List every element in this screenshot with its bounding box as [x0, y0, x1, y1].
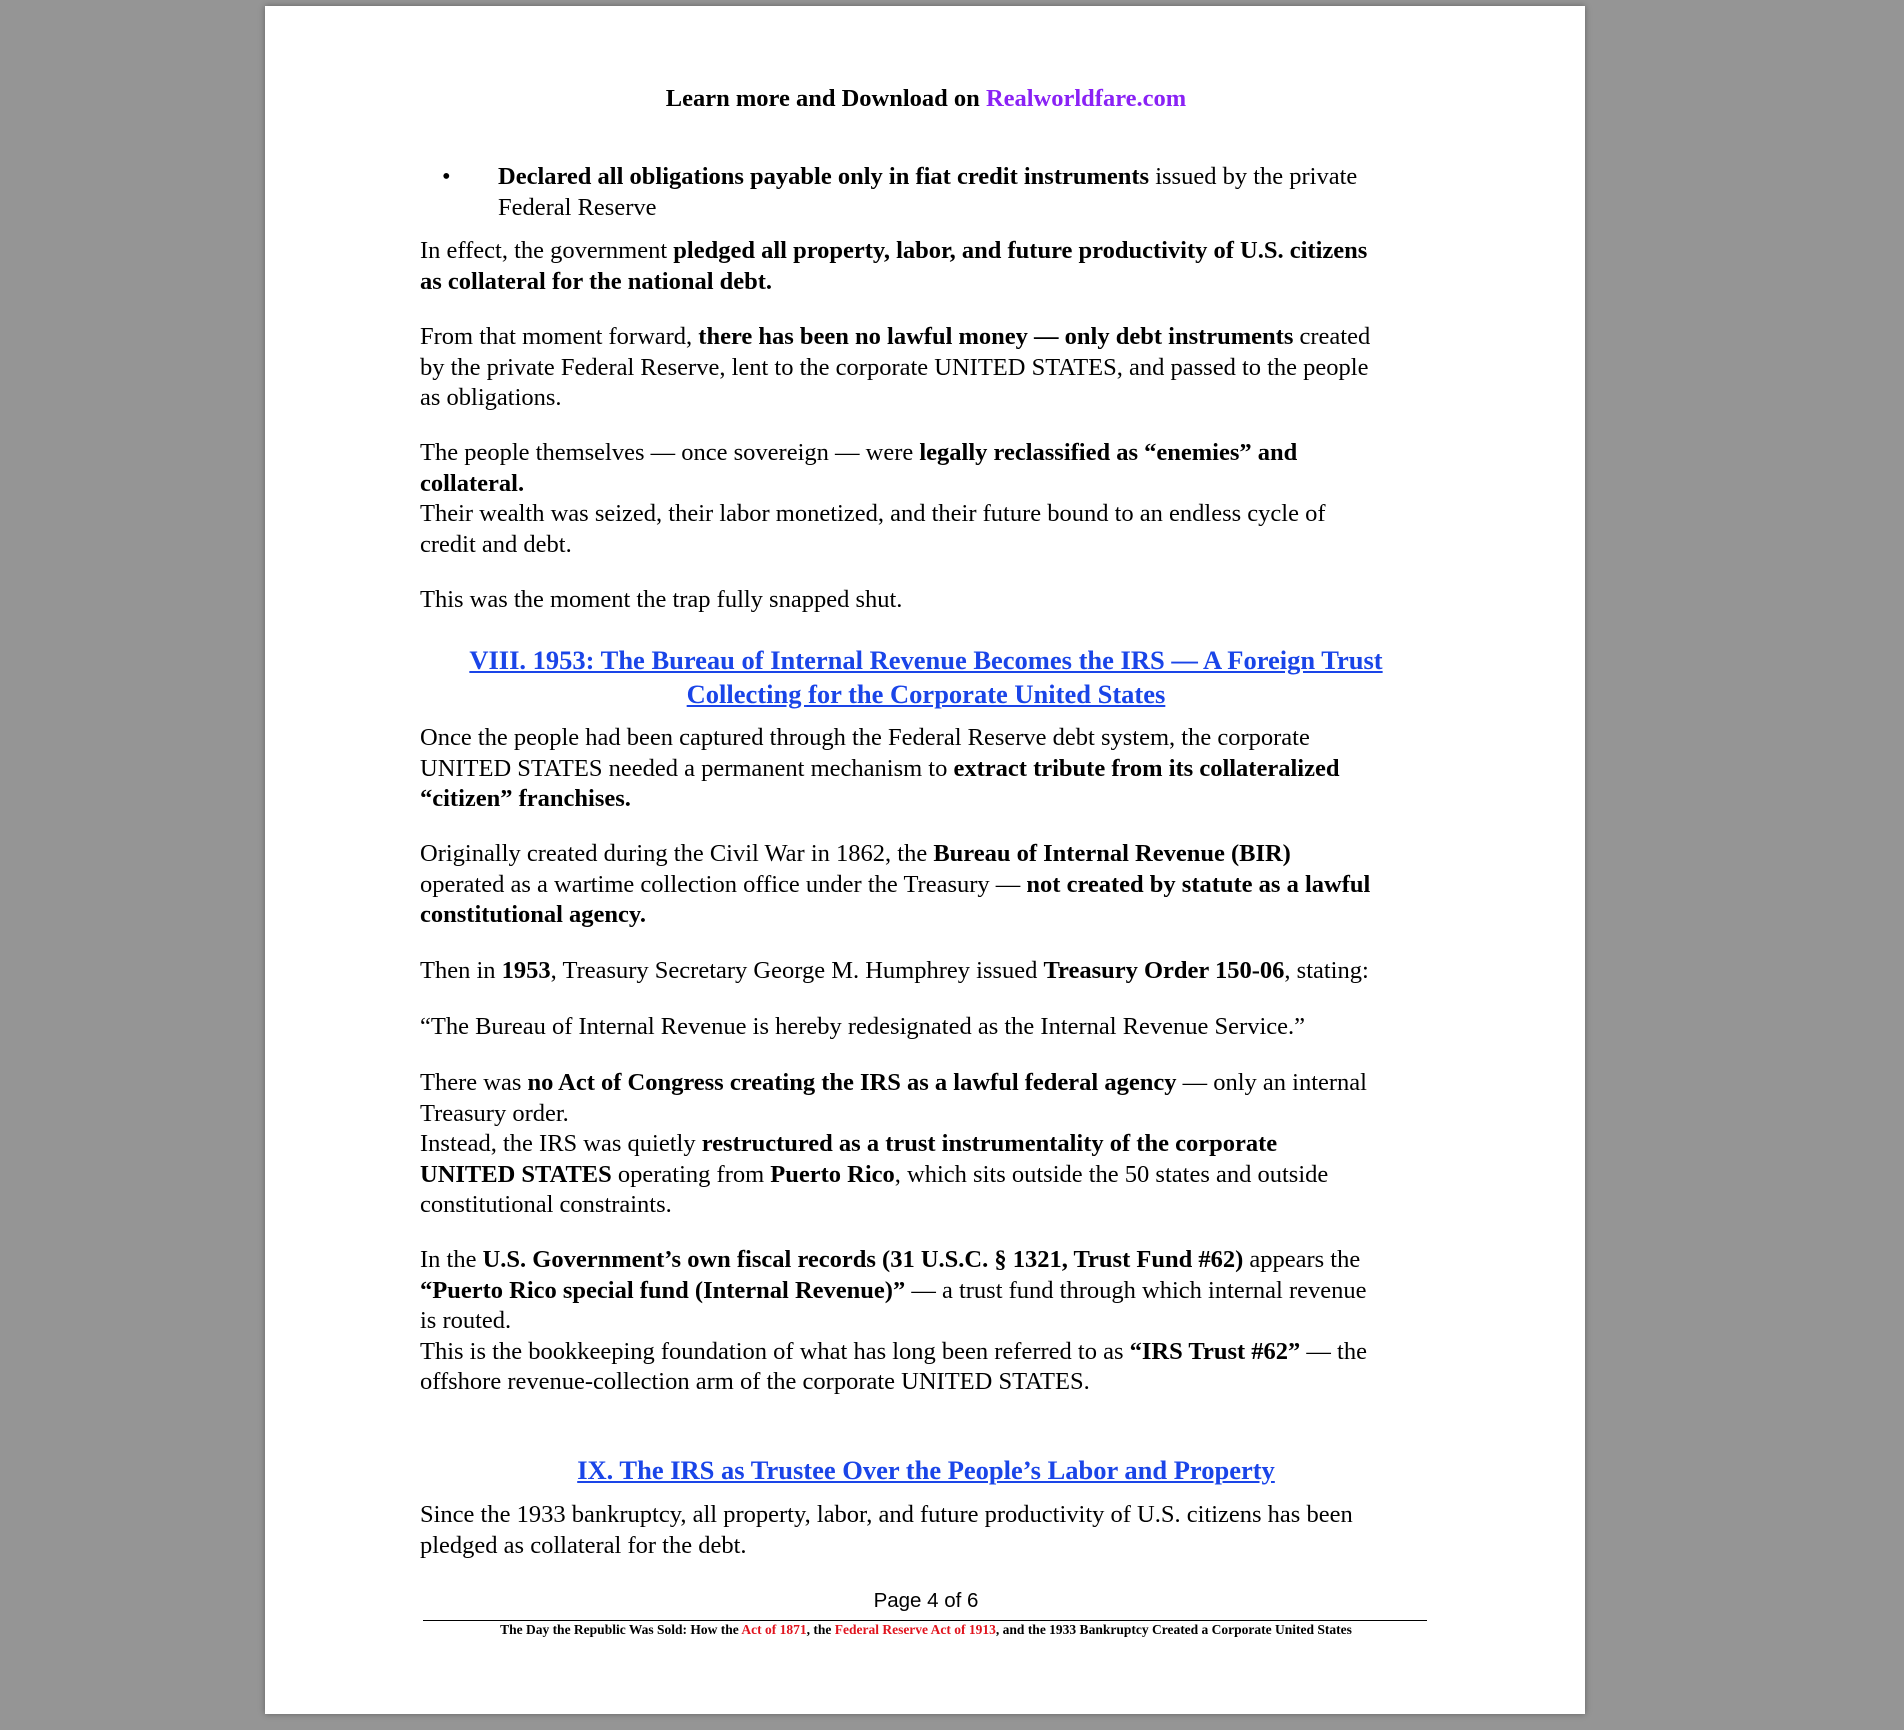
- footer-red-run: Federal Reserve Act of 1913: [834, 1622, 996, 1637]
- bold-run: Bureau of Internal Revenue (BIR): [933, 840, 1291, 867]
- text-run: , and the 1933 Bankruptcy Created a Corporate United States: [995, 1622, 1352, 1637]
- page-number: Page 4 of 6: [873, 1589, 979, 1612]
- text-run: — only an internal: [1176, 1069, 1367, 1096]
- paragraph-trap: This was the moment the trap fully snapped shut.: [420, 586, 903, 613]
- paragraph-treasury-order: [420, 956, 1432, 987]
- text-run: Treasury order.: [420, 1099, 569, 1127]
- bold-run: “citizen” franchises.: [420, 785, 631, 812]
- bold-run: UNITED STATES: [420, 1160, 612, 1188]
- heading-viii-link[interactable]: [469, 645, 1382, 709]
- heading-line: VIII. 1953: The Bureau of Internal Revenue Becomes the IRS — A Foreign Trust: [469, 645, 1383, 675]
- text-run: , Treasury Secretary George M. Humphrey issued: [550, 957, 1044, 984]
- footer-red-run: Act of 1871: [741, 1622, 807, 1637]
- text-run: Originally created during the Civil War in 1862, the: [420, 840, 934, 867]
- header-prefix: Learn more and Download on: [665, 85, 986, 112]
- text-run: constitutional constraints.: [420, 1191, 672, 1218]
- bold-run: 1953: [501, 957, 551, 984]
- bold-run: as collateral for the national debt.: [420, 267, 773, 295]
- text-run: operated as a wartime collection office under the Treasury —: [420, 870, 1027, 898]
- text-run: In the: [420, 1246, 483, 1273]
- section-heading-ix: [420, 1453, 1432, 1487]
- paragraph-collateral: [420, 236, 1432, 297]
- text-run: Once the people had been captured through the Federal Reserve debt system, the corporate: [420, 724, 1310, 751]
- heading-line: Collecting for the Corporate United States: [686, 679, 1166, 709]
- text-run: appears the: [1243, 1246, 1361, 1273]
- bullet-text-line2: Federal Reserve: [498, 193, 657, 221]
- text-run: — the: [1300, 1337, 1367, 1365]
- bold-run: no Act of Congress creating the IRS as a lawful federal agency: [527, 1069, 1177, 1096]
- paragraph-no-act: [420, 1068, 1432, 1221]
- text-run: The people themselves — once sovereign — were: [420, 439, 920, 466]
- text-run: , which sits outside the 50 states and outside: [894, 1160, 1329, 1188]
- bold-run: pledged all property, labor, and future productivity of U.S. citizens: [673, 237, 1368, 264]
- bold-run: Puerto Rico: [770, 1160, 895, 1188]
- paragraph-quote: “The Bureau of Internal Revenue is hereby redesignated as the Internal Revenue Service.”: [420, 1013, 1306, 1040]
- text-run: offshore revenue-collection arm of the corporate UNITED STATES.: [420, 1368, 1090, 1395]
- text-run: Their wealth was seized, their labor monetized, and their future bound to an endless cycle of: [420, 500, 1326, 527]
- paragraph-1933-bankruptcy: [420, 1500, 1432, 1561]
- text-run: Instead, the IRS was quietly: [420, 1130, 702, 1157]
- text-run: This is the bookkeeping foundation of what has long been referred to as: [420, 1337, 1130, 1365]
- page-header: [420, 84, 1432, 115]
- paragraph-no-lawful-money: [420, 322, 1432, 414]
- text-run: created: [1293, 323, 1371, 350]
- bold-run: “IRS Trust #62”: [1129, 1337, 1301, 1365]
- text-run: pledged as collateral for the debt.: [420, 1531, 747, 1559]
- bold-run: U.S. Government’s own fiscal records (31 U.S.C. § 1321, Trust Fund #62): [482, 1246, 1244, 1273]
- bold-run: not created by statute as a lawful: [1026, 870, 1371, 898]
- bold-run: “Puerto Rico special fund (Internal Revenue)”: [420, 1276, 906, 1304]
- bold-run: restructured as a trust instrumentality of the corporate: [701, 1130, 1278, 1157]
- heading-ix-link[interactable]: IX. The IRS as Trustee Over the People’s Labor and Property: [577, 1455, 1275, 1485]
- bold-run: there has been no lawful money — only debt instruments: [698, 323, 1294, 350]
- text-run: In effect, the government: [420, 237, 674, 264]
- text-run: From that moment forward,: [420, 323, 699, 350]
- section-heading-viii: [420, 643, 1432, 711]
- text-run: is routed.: [420, 1307, 512, 1334]
- text-run: , stating:: [1284, 957, 1369, 984]
- bullet-icon: •: [442, 163, 451, 190]
- realworldfare-link[interactable]: Realworldfare.com: [985, 85, 1187, 112]
- text-run: by the private Federal Reserve, lent to the corporate UNITED STATES, and passed to the people: [420, 353, 1369, 381]
- paragraph-bir: [420, 839, 1432, 931]
- text-run: operating from: [611, 1160, 771, 1188]
- footer-document-title: [420, 1622, 1432, 1638]
- text-run: , the: [806, 1622, 835, 1637]
- bullet-bold-text: Declared all obligations payable only in fiat credit instruments: [498, 163, 1150, 190]
- text-run: Since the 1933 bankruptcy, all property, labor, and future productivity of U.S. citizens has been: [420, 1501, 1353, 1528]
- text-run: — a trust fund through which internal revenue: [905, 1276, 1367, 1304]
- footer-divider: [423, 1620, 1427, 1621]
- text-run: as obligations.: [420, 384, 562, 411]
- text-run: credit and debt.: [420, 530, 572, 558]
- bold-run: Treasury Order 150-06: [1043, 957, 1285, 984]
- bullet-item: [420, 162, 1432, 223]
- paragraph-captured: [420, 723, 1432, 815]
- bullet-text: issued by the private: [1149, 163, 1358, 190]
- text-run: There was: [420, 1069, 528, 1096]
- paragraph-trust-fund: [420, 1245, 1432, 1398]
- bold-run: collateral.: [420, 469, 525, 497]
- bold-run: constitutional agency.: [420, 901, 646, 928]
- text-run: UNITED STATES needed a permanent mechanism to: [420, 754, 954, 782]
- bold-run: legally reclassified as “enemies” and: [919, 439, 1298, 466]
- paragraph-reclassified: [420, 438, 1432, 560]
- text-run: Then in: [420, 957, 502, 984]
- text-run: The Day the Republic Was Sold: How the: [500, 1622, 742, 1637]
- bold-run: extract tribute from its collateralized: [953, 754, 1340, 782]
